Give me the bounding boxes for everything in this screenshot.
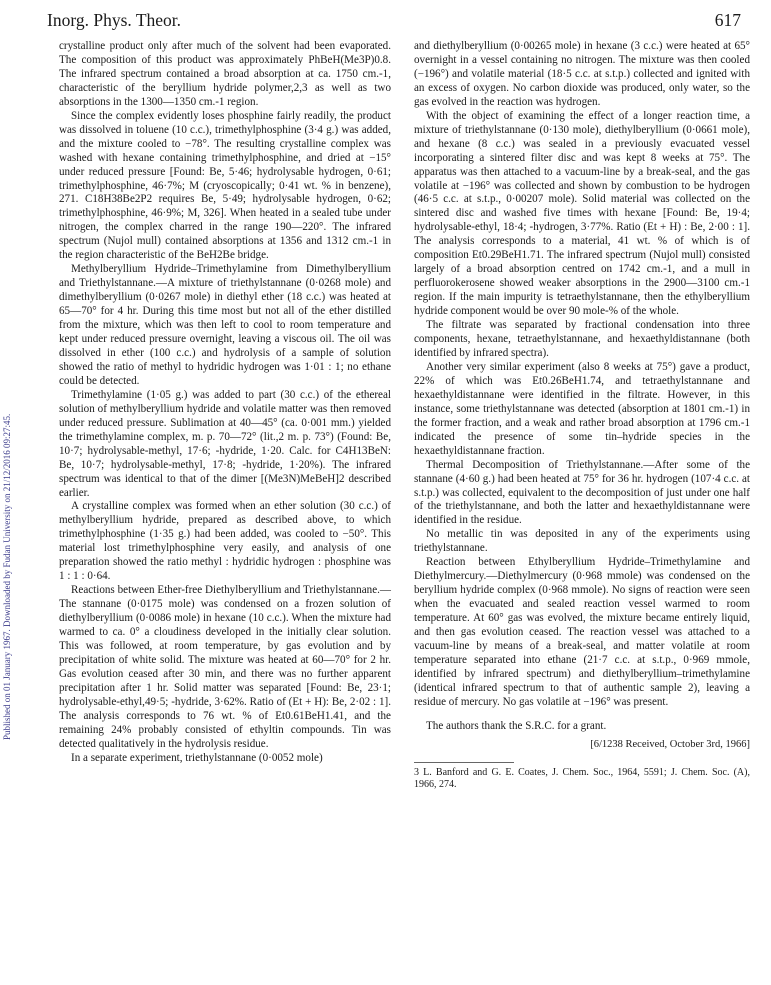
paragraph: Trimethylamine (1·05 g.) was added to part (30 c.c.) of the ethereal solution of methylberyllium hydride and volatile matter was then removed under reduced pressure. Sublimation at 40—45° (ca. 0·001 mm.) yielded the trimethylamine complex, m. p. 70—72° (lit.,2 m. p. 73°) (Found: Be, 10·7; hydrolysable-methyl, 17·6; -hydride, 1·20. Calc. for C4H13BeN: Be, 10·7; hydrolysable-methyl, 17·8; -hydride, 1·20%). The infrared spectrum was identical to that of the dimer [(Me3N)MeBeH]2 described earlier. [59,388,391,499]
page-number: 617 [714,10,741,30]
paragraph: In a separate experiment, triethylstannane (0·0052 mole) [71,751,323,764]
paragraph: The filtrate was separated by fractional condensation into three components, hexane, tetraethylstannane, and hexaethyldistannane (both identified by infrared spectra). [414,319,750,359]
paragraph: crystalline product only after much of the solvent had been evaporated. The composition of this product was approximately PhBeH(Me3P)0.8. The infrared spectrum contained a broad absorption at ca. 1750 cm.-1, characteristic of the beryllium hydride polymer,2,3 as well as two absorptions in the 1300—1350 cm.-1 region. [59,40,391,108]
paragraph: With the object of examining the effect of a longer reaction time, a mixture of triethylstannane (0·130 mole), diethylberyllium (0·0661 mole), and hexane (8 c.c.) was sealed in a previously evacuated vessel incorporating a sintered filter disc and was kept 8 weeks at 75°. The apparatus was then attached to a vacuum-line by a break-seal, and the gas volatile at −196° was collected and shown by combustion to be hydrogen (46·5 c.c. at s.t.p., 0·00207 mole). Solid material was collected on the sintered disc and washed five times with hexane [Found: Be, 19·4; hydrolysable-ethyl, 18·4; -hydrogen, 3·77%. Ratio (Et + H) : Be, 2·00 : 1]. The analysis corresponds to a material, 41 wt. % of which is of composition Et0.29BeH1.71. The infrared spectrum (Nujol mull) consisted largely of a broad absorption centred on 1742 cm.-1, and a mull in perfluorokerosene showed weaker absorptions in the 2900—3100 cm.-1 region. If the main impurity is tetraethylstannane, then the ethylberyllium hydride component would be over 90 mole-% of the whole. [414,109,750,318]
paragraph: No metallic tin was deposited in any of the experiments using triethylstannane. [414,528,750,555]
right-column [414,40,750,791]
download-notice: Published on 01 January 1967. Downloaded by Fudan University on 21/12/2016 09:27:45. [2,413,12,740]
download-watermark [0,100,14,800]
paragraph: Since the complex evidently loses phosphine fairly readily, the product was dissolved in toluene (10 c.c.), trimethylphosphine (3·4 g.) was added, and the mixture cooled to −78°. The resulting crystalline complex was washed with hexane containing trimethylphosphine, and dried at −15° under reduced pressure [Found: Be, 5·46; hydrolysable hydrogen, 0·61; trimethylphosphine, 46·7%; M (cryoscopically; 0·41 wt. % in benzene), 271. C18H38Be2P2 requires Be, 5·49; hydrolysable hydrogen, 0·62; trimethylphosphine, 46·9%; M, 326]. When heated in a sealed tube under nitrogen, the complex charred in the range 190—220°. The infrared spectrum (Nujol mull) contained absorptions at 1356 and 1312 cm.-1 in the region characteristic of the BeH2Be bridge. [59,109,391,262]
paragraph: and diethylberyllium (0·00265 mole) in hexane (3 c.c.) were heated at 65° overnight in a vessel containing no nitrogen. The mixture was then cooled (−196°) and volatile material (18·5 c.c. at s.t.p.) collected and ignited with an excess of oxygen. No carbon dioxide was produced, only water, so the gas evolved in the reaction was hydrogen. [414,40,750,108]
paragraph: Another very similar experiment (also 8 weeks at 75°) gave a product, 22% of which was Et0.26BeH1.74, and tetraethylstannane and hexaethyldistannane were identified in the filtrate. However, in this instance, some triethylstannane was detected (absorption at 1801 cm.-1) in the former fraction, and a weak and rather broad absorption at 1796 cm.-1 indicated the presence of some tin–hydride species in the hexaethyldistannane fraction. [414,360,750,457]
paragraph: Methylberyllium Hydride–Trimethylamine from Dimethylberyllium and Triethylstannane.—A mixture of triethylstannane (0·0268 mole) and dimethylberyllium (0·0267 mole) in diethyl ether (18 c.c.) was heated at 65—70° for 4 hr. During this time most but not all of the ether distilled from the mixture, which was then left to cool to room temperature and kept under reduced pressure overnight, leaving a viscous oil. The oil was dissolved in ether (100 c.c.) and hydrolysis of a sample of solution showed the ratio of methyl to hydridic hydrogen was 1·01 : 1; no ethane could be detected. [59,263,391,387]
paragraph: Reactions between Ether-free Diethylberyllium and Triethylstannane.—The stannane (0·0175 mole) was condensed on a frozen solution of diethylberyllium (0·0086 mole) in hexane (10 c.c.). When the mixture had warmed to ca. 0° a cloudiness developed in the initially clear solution. This was followed, at room temperature, by gas evolution and by precipitation of white solid. The mixture was heated at 60—70° for 2 hr. Gas evolution ceased after 30 min, and there was no further apparent precipitation after 1 hr. Solid matter was separated [Found: Be, 23·1; hydrolysable-ethyl,49·5; -hydride, 3·62%. Ratio of (Et + H): Be, 2·02 : 1]. The analysis corresponds to 76 wt. % of Et0.61BeH1.41, and the remaining 24% probably consisted of ethyltin compounds. Tin was detected qualitatively in the hydrolysis residue. [59,584,391,750]
page-header [47,10,741,40]
paragraph: Thermal Decomposition of Triethylstannane.—After some of the stannane (4·60 g.) had been heated at 75° for 36 hr. hydrogen (107·4 c.c. at s.t.p.) was collected, equivalent to the decomposition of just under one half of the triethylstannane, and both the latter and hexaethyldistannane were identified in the residue. [414,458,750,527]
journal-title: Inorg. Phys. Theor. [47,10,182,30]
acknowledgement: The authors thank the S.R.C. for a grant. [426,719,607,732]
footnote-divider [414,762,514,763]
received-date: [6/1238 Received, October 3rd, 1966] [590,738,750,750]
paragraph: A crystalline complex was formed when an ether solution (30 c.c.) of methylberyllium hydride, prepared as described above, to which trimethylphosphine (1·35 g.) had been added, was cooled to −50°. This material lost trimethylphosphine very easily, and analysis of one preparation showed the ratio methyl : hydridic hydrogen : phosphine was 1 : 1 : 0·64. [59,500,391,583]
paragraph: Reaction between Ethylberyllium Hydride–Trimethylamine and Diethylmercury.—Diethylmercury (0·968 mmole) was condensed on the beryllium hydride complex (0·968 mmole). No signs of reaction were seen when the evacuated and sealed reaction vessel warmed to room temperature. At 60° gas was evolved, the mixture became entirely liquid, and then gas evolution ceased. The reaction vessel was attached to a vacuum-line by means of a break-seal, and matter volatile at room temperature separated into ethane (21·7 c.c. at s.t.p., 0·969 mmole, identified by infrared spectrum) and diethylberyllium–trimethylamine (identical infrared spectrum to that of authentic sample 2), leaving a residue of mercury. No gas volatile at −196° was present. [414,556,750,708]
footnote: 3 L. Banford and G. E. Coates, J. Chem. Soc., 1964, 5591; J. Chem. Soc. (A), 1966, 274. [414,766,750,790]
left-column [59,40,391,766]
